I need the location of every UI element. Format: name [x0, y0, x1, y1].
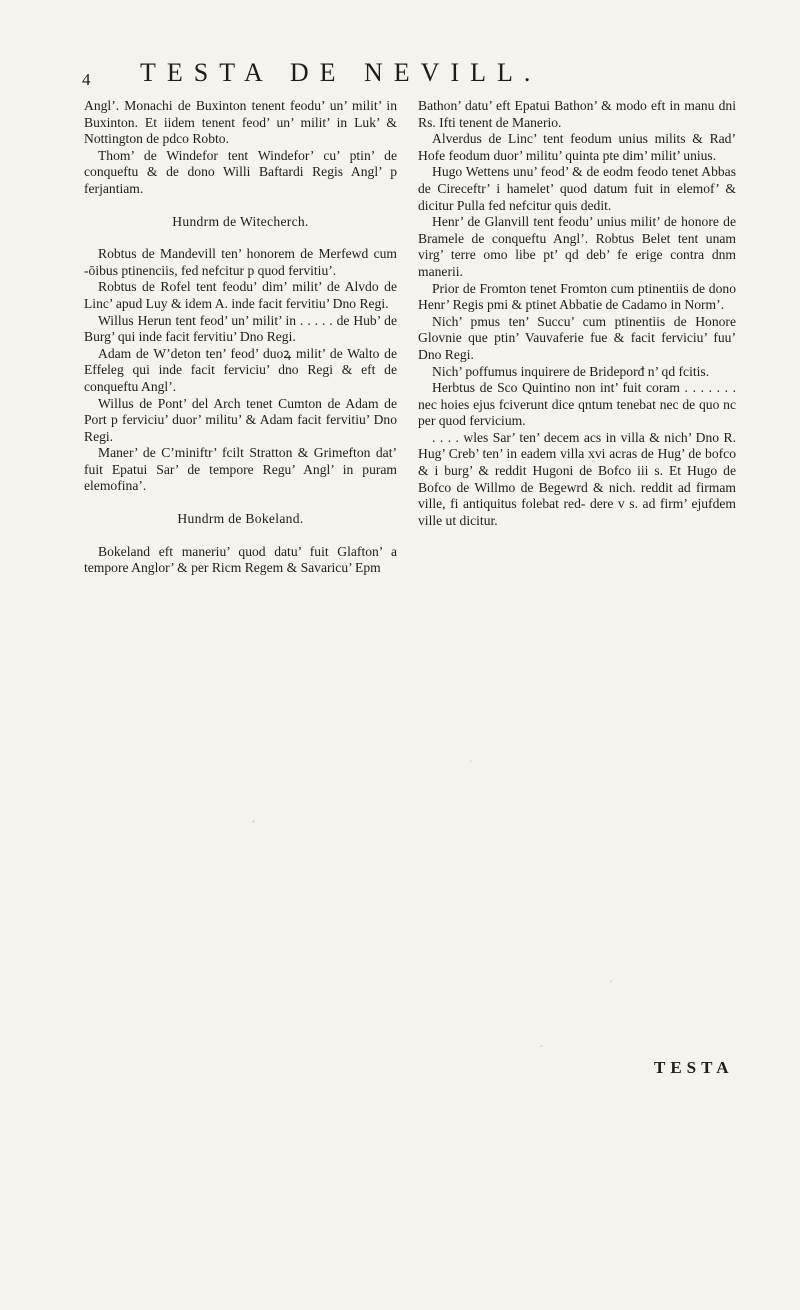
left-paragraph: Willus Herun tent feod’ un’ milit’ in . . . . . de Hub’ de Burg’ qui inde facit fervitiu’ Dno Regi.	[84, 312, 397, 345]
right-paragraph: Nich’ pmus ten’ Succu’ cum ptinentiis de Honore Glovnie que ptin’ Vauvaferie fue & facit ferviciu’ fuu’ Dno Regi.	[418, 313, 736, 362]
paper-speck	[252, 820, 255, 823]
left-paragraph: Maner’ de C’miniftr’ fcilt Stratton & Grimefton dat’ fuit Epatui Sar’ de tempore Regu’ Angl’ in puram elemofina’.	[84, 445, 397, 494]
left-paragraph: Robtus de Mandevill ten’ honorem de Merfewd cum -ōibus ptinenciis, fed nefcitur p quod fervitiu’.	[84, 246, 397, 278]
catchword: TESTA	[654, 1058, 734, 1077]
right-paragraph: . . . . wles Sar’ ten’ decem acs in villa & nich’ Dno R. Hug’ Creb’ ten’ in eadem villa xvi acras de Hug’ de bofco & i burg’ & reddit Hugoni de Bofco iii s. Et Hugo de Bofco de Willmo de Begewrd & nich. reddit ad firmam ville, fi antiquitus folebat red- dere v s. ad firm’ ejufdem ville ut dicitur.	[418, 429, 736, 528]
page-number: 4	[82, 70, 91, 89]
left-paragraph: Thom’ de Windefor tent Windefor’ cu’ ptin’ de conqueftu & de dono Willi Baftardi Regis Angl’ p ferjantiam.	[84, 147, 397, 196]
left-column	[84, 98, 397, 577]
right-paragraph: Henr’ de Glanvill tent feodu’ unius milit’ de honore de Bramele de conqueftu Angl’. Robtus Belet tent unam virg’ terre omo libe pt’ qd deb’ fe erige contra dnm manerii.	[418, 214, 736, 279]
right-paragraph: Herbtus de Sco Quintino non int’ fuit coram . . . . . . . nec hoies ejus fciverunt dice qntum tenebat nec de quo nc per quod fervicium.	[418, 380, 736, 429]
left-paragraph: Angl’. Monachi de Buxinton tenent feodu’ un’ milit’ in Buxinton. Et iidem tenent feod’ un’ milit’ in Luk’ & Nottington de pdco Robto.	[84, 98, 397, 147]
running-title: TESTA DE NEVILL.	[140, 58, 542, 87]
hundred-heading-witecherch: Hundrm de Witecherch.	[172, 213, 309, 229]
right-column	[418, 98, 736, 529]
left-paragraph: Willus de Pont’ del Arch tenet Cumton de Adam de Port p ferviciu’ duor’ militu’ & Adam facit fervitiu’ Dno Regi.	[84, 395, 397, 444]
right-paragraph: Hugo Wettens unu’ feod’ & de eodm feodo tenet Abbas de Cireceftr’ i hamelet’ quod datum fuit in elemof’ & dicitur Pulla fed nefcitur quis dedit.	[418, 164, 736, 213]
hundred-heading-bokeland: Hundrm de Bokeland.	[177, 511, 304, 527]
left-paragraph: Bokeland eft maneriu’ quod datu’ fuit Glafton’ a tempore Anglor’ & per Ricm Regem & Savaricu’ Epm	[84, 543, 397, 576]
right-paragraph: Nich’ poffumus inquirere de Brideporđ n’ qd fcitis.	[432, 363, 710, 379]
left-paragraph: Adam de W’deton ten’ feod’ duoꝝ milit’ de Walto de Effeleg qui inde facit ferviciu’ dno Regi & eft de conqueftu Angl’.	[84, 345, 397, 394]
paper-speck	[470, 760, 472, 762]
left-paragraph: Robtus de Rofel tent feodu’ dim’ milit’ de Alvdo de Linc’ apud Luy & idem A. inde facit fervitiu’ Dno Regi.	[84, 279, 397, 311]
paper-speck	[610, 980, 612, 983]
right-paragraph: Alverdus de Linc’ tent feodum unius milits & Rad’ Hofe feodum duor’ militu’ quinta pte dim’ milit’ unius.	[418, 131, 736, 163]
right-paragraph: Bathon’ datu’ eft Epatui Bathon’ & modo eft in manu dni Rs. Ifti tenent de Manerio.	[418, 98, 736, 130]
paper-speck	[540, 1045, 543, 1047]
right-paragraph: Prior de Fromton tenet Fromton cum ptinentiis de dono Henr’ Regis pmi & ptinet Abbatie de Cadamo in Norm’.	[418, 280, 736, 313]
